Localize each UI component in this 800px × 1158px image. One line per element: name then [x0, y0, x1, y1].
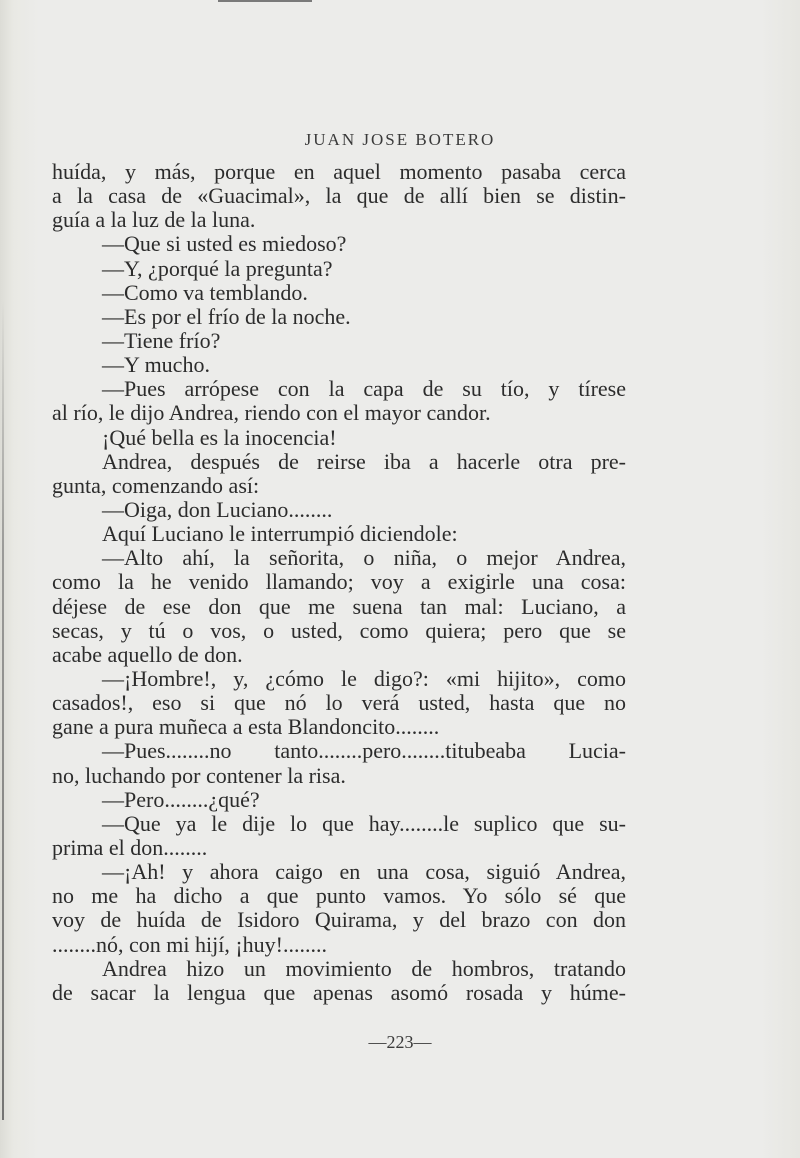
text-line: —Que si usted es miedoso? — [102, 232, 347, 257]
text-line: —Y, ¿porqué la pregunta? — [102, 256, 333, 281]
text-line: voy de huída de Isidoro Quirama, y del brazo con don — [52, 908, 626, 933]
text-line: no me ha dicho a que punto vamos. Yo sólo sé que — [52, 884, 626, 909]
text-line: no, luchando por contener la risa. — [52, 763, 346, 788]
text-line: Aquí Luciano le interrumpió diciendole: — [102, 522, 458, 547]
running-head: JUAN JOSE BOTERO — [304, 130, 496, 149]
binding-edge — [2, 300, 4, 1120]
text-line: —Pues........no tanto........pero........titubeaba Lucia- — [102, 739, 626, 764]
text-line: déjese de ese don que me suena tan mal: Luciano, a — [52, 594, 626, 619]
text-line: de sacar la lengua que apenas asomó rosada y húme- — [52, 980, 626, 1005]
text-line: —Pero........¿qué? — [102, 787, 260, 812]
text-line: —Pues arrópese con la capa de su tío, y tírese — [102, 377, 626, 402]
text-line: —¡Ah! y ahora caigo en una cosa, siguió Andrea, — [102, 860, 626, 885]
text-line: gunta, comenzando así: — [52, 473, 260, 498]
text-line: ........nó, con mi hijí, ¡huy!........ — [52, 932, 327, 957]
text-line: —Y mucho. — [102, 353, 210, 378]
text-line: acabe aquello de don. — [52, 642, 243, 667]
text-line: gane a pura muñeca a esta Blandoncito........ — [52, 715, 440, 740]
text-line: prima el don........ — [52, 835, 208, 860]
text-line: al río, le dijo Andrea, riendo con el mayor candor. — [52, 401, 491, 426]
text-line: —Oiga, don Luciano........ — [102, 497, 333, 522]
text-line: —Tiene frío? — [102, 328, 221, 353]
text-line: —Alto ahí, la señorita, o niña, o mejor Andrea, — [102, 546, 626, 571]
top-rule — [218, 0, 312, 2]
text-line: huída, y más, porque en aquel momento pasaba cerca — [52, 160, 626, 184]
text-line: Andrea hizo un movimiento de hombros, tratando — [102, 956, 626, 981]
body-text — [52, 160, 626, 1005]
text-line: casados!, eso si que nó lo verá usted, hasta que no — [52, 691, 626, 716]
text-line: secas, y tú o vos, o usted, como quiera; pero que se — [52, 618, 626, 643]
text-line: —Como va temblando. — [102, 280, 308, 305]
text-line: como la he venido llamando; voy a exigirle una cosa: — [52, 570, 626, 595]
text-line: a la casa de «Guacimal», la que de allí bien se distin- — [52, 184, 626, 209]
text-line: —Es por el frío de la noche. — [102, 304, 351, 329]
text-line: ¡Qué bella es la inocencia! — [102, 425, 337, 450]
text-line: Andrea, después de reirse iba a hacerle otra pre- — [102, 449, 626, 474]
text-line: guía a la luz de la luna. — [52, 208, 256, 233]
text-line: —¡Hombre!, y, ¿cómo le digo?: «mi hijito», como — [102, 666, 626, 691]
text-line: —Que ya le dije lo que hay........le suplico que su- — [102, 811, 626, 836]
page-number: —223— — [368, 1032, 432, 1052]
